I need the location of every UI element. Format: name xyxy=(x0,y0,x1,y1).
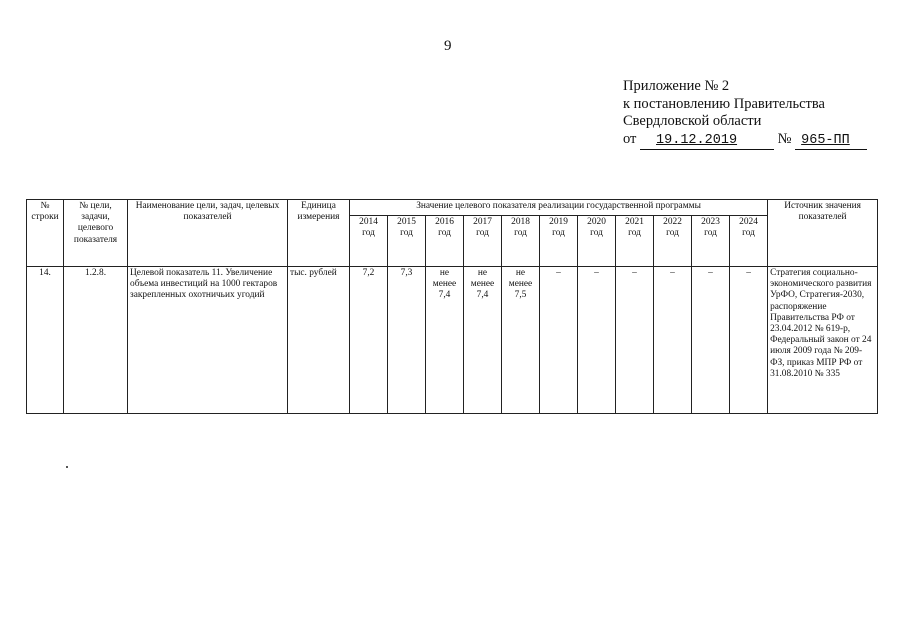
header-year: 2021 год xyxy=(616,216,654,267)
table-row xyxy=(27,267,878,414)
scan-speck xyxy=(66,466,68,468)
header-year: 2023 год xyxy=(692,216,730,267)
header-year: 2020 год xyxy=(578,216,616,267)
page-number: 9 xyxy=(444,38,452,54)
cell-row-number: 14. xyxy=(27,267,64,414)
appendix-date-line xyxy=(623,131,867,151)
header-goal-number: № цели, задачи, целевого показателя xyxy=(64,200,128,267)
cell-value: – xyxy=(730,267,768,414)
cell-value: не менее 7,5 xyxy=(502,267,540,414)
cell-value: не менее 7,4 xyxy=(464,267,502,414)
header-year: 2015 год xyxy=(388,216,426,267)
cell-value: – xyxy=(692,267,730,414)
header-name: Наименование цели, задач, целевых показателей xyxy=(128,200,288,267)
cell-value: – xyxy=(578,267,616,414)
header-year: 2014 год xyxy=(350,216,388,267)
header-values-group: Значение целевого показателя реализации государственной программы xyxy=(350,200,768,216)
header-year: 2017 год xyxy=(464,216,502,267)
cell-value: – xyxy=(540,267,578,414)
cell-value: 7,3 xyxy=(388,267,426,414)
date-prefix: от xyxy=(623,130,637,147)
number-prefix: № xyxy=(777,130,792,147)
header-year: 2022 год xyxy=(654,216,692,267)
cell-value: не менее 7,4 xyxy=(426,267,464,414)
cell-unit: тыс. рублей xyxy=(288,267,350,414)
cell-value: – xyxy=(654,267,692,414)
target-indicators-table xyxy=(26,199,878,414)
header-row-number: № строки xyxy=(27,200,64,267)
header-year: 2024 год xyxy=(730,216,768,267)
header-unit: Единица измерения xyxy=(288,200,350,267)
cell-value: 7,2 xyxy=(350,267,388,414)
appendix-header xyxy=(623,78,867,150)
cell-source: Стратегия социально-экономического развития УрФО, Стратегия-2030, распоряжение Правительства РФ от 23.04.2012 № 619-р, Федеральный закон от 24 июля 2009 года № 209-ФЗ, приказ МПР РФ от 31.08.2010 № 335 xyxy=(768,267,878,414)
appendix-region-line: Свердловской области xyxy=(623,113,762,129)
cell-value: – xyxy=(616,267,654,414)
cell-goal-number: 1.2.8. xyxy=(64,267,128,414)
header-source: Источник значения показателей xyxy=(768,200,878,267)
header-year: 2019 год xyxy=(540,216,578,267)
header-year: 2018 год xyxy=(502,216,540,267)
appendix-resolution-line: к постановлению Правительства xyxy=(623,95,825,112)
header-year: 2016 год xyxy=(426,216,464,267)
appendix-title: Приложение № 2 xyxy=(623,78,730,94)
resolution-number: 965-ПП xyxy=(795,132,867,151)
cell-name: Целевой показатель 11. Увеличение объема инвестиций на 1000 гектаров закрепленных охотничьих угодий xyxy=(128,267,288,414)
resolution-date: 19.12.2019 xyxy=(640,132,774,151)
